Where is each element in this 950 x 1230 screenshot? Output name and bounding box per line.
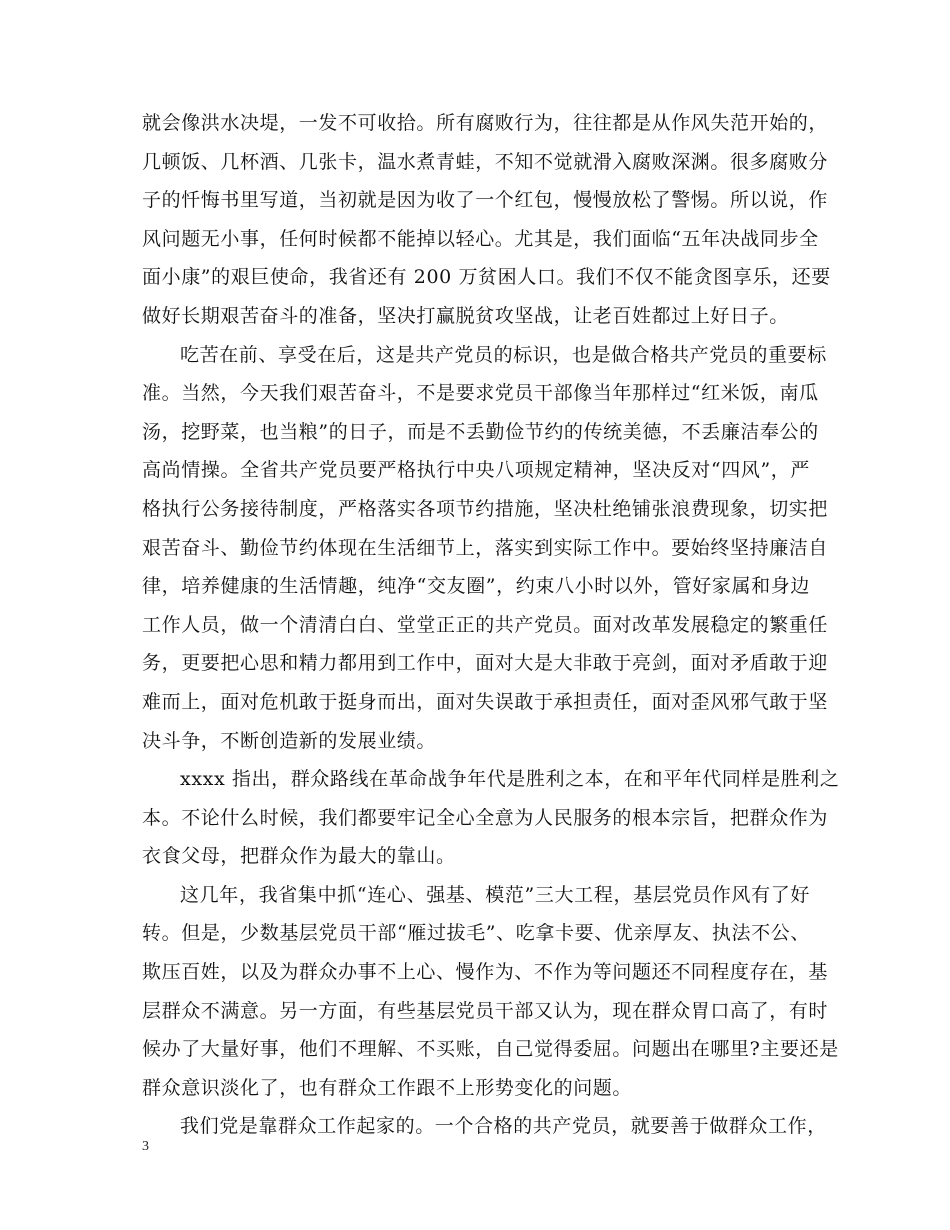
text-line: 子的忏悔书里写道，当初就是因为收了一个红包，慢慢放松了警惕。所以说，作	[142, 189, 829, 212]
page-number: 3	[142, 1139, 149, 1154]
text-line: 准。当然，今天我们艰苦奋斗，不是要求党员干部像当年那样过“红米饭，南瓜	[142, 382, 819, 405]
text-line: 决斗争，不断创造新的发展业绩。	[142, 729, 437, 752]
paragraph	[142, 336, 829, 761]
body-text	[142, 104, 840, 1146]
text-line: 这几年，我省集中抓“连心、强基、模范”三大工程，基层党员作风有了好	[180, 883, 810, 906]
text-line: 艰苦奋斗、勤俭节约体现在生活细节上，落实到实际工作中。要始终坚持廉洁自	[142, 536, 829, 559]
text-line: 工作人员，做一个清清白白、堂堂正正的共产党员。面对改革发展稳定的繁重任	[142, 613, 829, 636]
text-line: 做好长期艰苦奋斗的准备，坚决打赢脱贫攻坚战，让老百姓都过上好日子。	[142, 304, 789, 327]
text-line: 我们党是靠群众工作起家的。一个合格的共产党员，就要善于做群众工作，	[180, 1115, 827, 1138]
text-line: 层群众不满意。另一方面，有些基层党员干部又认为，现在群众胃口高了，有时	[142, 999, 829, 1022]
text-line: 候办了大量好事，他们不理解、不买账，自己觉得委屈。问题出在哪里?主要还是	[142, 1038, 839, 1061]
text-line: 就会像洪水决堤，一发不可收拾。所有腐败行为，往往都是从作风失范开始的，	[142, 112, 829, 134]
paragraph	[142, 104, 831, 336]
text-line: 面小康”的艰巨使命，我省还有 200 万贫困人口。我们不仅不能贪图享乐，还要	[142, 266, 831, 289]
text-line: 欺压百姓，以及为群众办事不上心、慢作为、不作为等问题还不同程度存在，基	[142, 961, 829, 984]
text-line: xxxx 指出，群众路线在革命战争年代是胜利之本，在和平年代同样是胜利之	[180, 768, 840, 791]
text-line: 律，培养健康的生活情趣，纯净“交友圈”，约束八小时以外，管好家属和身边	[142, 575, 810, 598]
text-line: 高尚情操。全省共产党员要严格执行中央八项规定精神，坚决反对“四风”，严	[142, 459, 810, 482]
text-line: 吃苦在前、享受在后，这是共产党员的标识，也是做合格共产党员的重要标	[180, 343, 827, 366]
paragraph	[142, 1107, 827, 1146]
text-line: 风问题无小事，任何时候都不能掉以轻心。尤其是，我们面临“五年决战同步全	[142, 227, 819, 250]
text-line: 衣食父母，把群众作为最大的靠山。	[142, 845, 456, 868]
text-line: 群众意识淡化了，也有群众工作跟不上形势变化的问题。	[142, 1076, 633, 1099]
text-line: 几顿饭、几杯酒、几张卡，温水煮青蛙，不知不觉就滑入腐败深渊。很多腐败分	[142, 150, 829, 173]
text-line: 汤，挖野菜，也当粮”的日子，而是不丢勤俭节约的传统美德，不丢廉洁奉公的	[142, 420, 819, 443]
paragraph	[142, 876, 839, 1108]
text-line: 转。但是，少数基层党员干部“雁过拔毛”、吃拿卡要、优亲厚友、执法不公、	[142, 922, 810, 945]
text-line: 务，更要把心思和精力都用到工作中，面对大是大非敢于亮剑，面对矛盾敢于迎	[142, 652, 829, 675]
text-line: 格执行公务接待制度，严格落实各项节约措施，坚决杜绝铺张浪费现象，切实把	[142, 497, 829, 520]
paragraph	[142, 760, 840, 876]
text-line: 本。不论什么时候，我们都要牢记全心全意为人民服务的根本宗旨，把群众作为	[142, 806, 829, 829]
text-line: 难而上，面对危机敢于挺身而出，面对失误敢于承担责任，面对歪风邪气敢于坚	[142, 690, 829, 713]
